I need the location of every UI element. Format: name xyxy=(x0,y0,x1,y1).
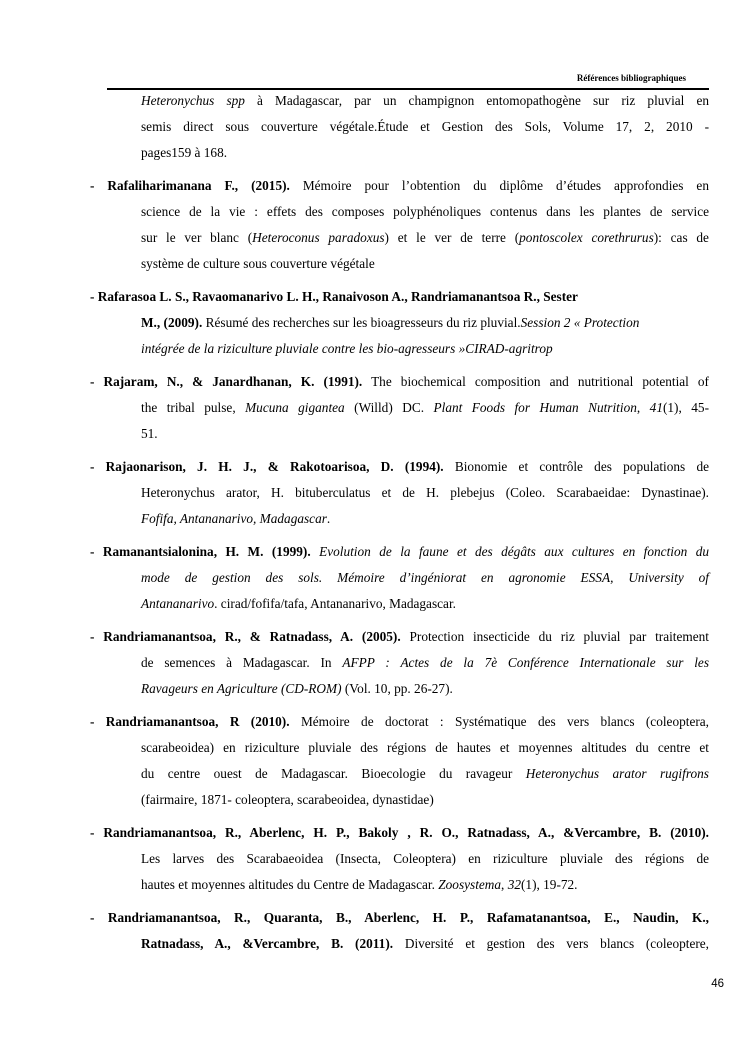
ref-text-run: Les larves des Scarabaeoidea (Insecta, Coleoptera) en riziculture pluviale des régions de xyxy=(141,851,709,866)
ref-text-run: , xyxy=(501,877,508,892)
ref-line xyxy=(141,792,709,808)
page-number: 46 xyxy=(711,978,724,990)
ref-line xyxy=(141,256,709,272)
ref-line xyxy=(141,315,709,331)
ref-text-run: the tribal pulse, xyxy=(141,400,246,415)
ref-text-run: - Rajaram, N., & Janardhanan, K. (1991). xyxy=(90,374,363,389)
ref-line xyxy=(141,485,709,501)
ref-text-run: scarabeoidea) en riziculture pluviale des régions de hautes et moyennes altitudes du centre et xyxy=(141,740,709,755)
ref-text-run: ) et le ver de terre ( xyxy=(384,230,520,245)
ref-text-run: (1), 45- xyxy=(662,400,709,415)
ref-text-run: Fofifa, Antananarivo, Madagascar xyxy=(141,511,327,526)
ref-line xyxy=(90,629,709,645)
ref-text-run: 41 xyxy=(649,400,663,415)
ref-text-run: Diversité et gestion des vers blancs (coleoptere, xyxy=(393,936,710,951)
ref-line xyxy=(141,570,709,586)
ref-line xyxy=(90,178,709,194)
ref-text-run: pontoscolex corethrurus xyxy=(519,230,654,245)
ref-line xyxy=(90,910,709,926)
ref-line xyxy=(90,374,709,390)
ref-text-run: Session 2 « Protection xyxy=(520,315,640,330)
ref-text-run: Zoosystema xyxy=(438,877,502,892)
ref-text-run: mode de gestion des sols. Mémoire d’ingéniorat en agronomie ESSA, University of xyxy=(141,570,709,585)
ref-line xyxy=(90,459,709,475)
ref-text-run: Mémoire de doctorat : Systématique des vers blancs (coleoptera, xyxy=(289,714,710,729)
ref-line xyxy=(141,936,709,952)
ref-text-run: Heteronychus arator rugifrons xyxy=(525,766,709,781)
ref-line xyxy=(141,851,709,867)
ref-text-run: - Rajaonarison, J. H. J., & Rakotoarisoa, D. (1994). xyxy=(90,459,444,474)
ref-line xyxy=(141,426,709,442)
ref-text-run: Mémoire pour l’obtention du diplôme d’études approfondies en xyxy=(289,178,709,193)
ref-line xyxy=(141,93,709,109)
ref-line xyxy=(141,204,709,220)
ref-text-run: Mucuna gigantea xyxy=(245,400,345,415)
ref-text-run: - Rafarasoa L. S., Ravaomanarivo L. H., Ranaivoson A., Randriamanantsoa R., Sester xyxy=(90,289,578,304)
ref-text-run: Evolution de la faune et des dégâts aux cultures en fonction du xyxy=(310,544,709,559)
ref-text-run: - Rafaliharimanana F., (2015). xyxy=(90,178,290,193)
ref-line xyxy=(141,119,709,135)
ref-line xyxy=(141,341,709,357)
ref-text-run: - Randriamanantsoa, R., Quaranta, B., Aberlenc, H. P., Rafamatanantsoa, E., Naudin, K., xyxy=(90,910,709,925)
ref-text-run: (Vol. 10, pp. 26-27). xyxy=(341,681,453,696)
running-header: Références bibliographiques xyxy=(576,73,686,83)
ref-text-run: (fairmaire, 1871- coleoptera, scarabeoidea, dynastidae) xyxy=(141,792,434,807)
ref-text-run: Antananarivo xyxy=(141,596,215,611)
ref-text-run: (Willd) DC. xyxy=(344,400,434,415)
ref-line xyxy=(141,400,709,416)
ref-line xyxy=(90,825,709,841)
ref-text-run: . xyxy=(326,511,331,526)
ref-line xyxy=(141,145,709,161)
ref-text-run: Heteroconus paradoxus xyxy=(252,230,385,245)
ref-text-run: science de la vie : effets des composes polyphénoliques contenus dans les plantes de service xyxy=(141,204,709,219)
ref-text-run: Plant Foods for Human Nutrition xyxy=(433,400,637,415)
ref-line xyxy=(141,655,709,671)
ref-text-run: pages159 à 168. xyxy=(141,145,228,160)
ref-line xyxy=(141,681,709,697)
ref-line xyxy=(90,544,709,560)
ref-text-run: Protection insecticide du riz pluvial par traitement xyxy=(400,629,709,644)
ref-text-run: Heteronychus arator, H. bituberculatus et de H. plebejus (Coleo. Scarabaeidae: Dynastinae). xyxy=(141,485,709,500)
ref-line xyxy=(141,230,709,246)
ref-text-run: Résumé des recherches sur les bioagresseurs du riz pluvial. xyxy=(202,315,521,330)
ref-text-run: système de culture sous couverture végétale xyxy=(141,256,375,271)
ref-text-run: 51. xyxy=(141,426,158,441)
ref-line xyxy=(90,714,709,730)
ref-text-run: intégrée de la riziculture pluviale contre les bio-agresseurs »CIRAD-agritrop xyxy=(141,341,553,356)
ref-text-run: de semences à Madagascar. In xyxy=(141,655,343,670)
ref-text-run: 32 xyxy=(507,877,521,892)
ref-line xyxy=(141,740,709,756)
ref-text-run: du centre ouest de Madagascar. Bioecologie du ravageur xyxy=(141,766,526,781)
ref-text-run: - Ramanantsialonina, H. M. (1999). xyxy=(90,544,311,559)
ref-line xyxy=(90,289,709,305)
ref-text-run: - Randriamanantsoa, R., Aberlenc, H. P., Bakoly , R. O., Ratnadass, A., &Vercambre, B. (2010). xyxy=(90,825,709,840)
ref-line xyxy=(141,766,709,782)
ref-line xyxy=(141,511,709,527)
ref-text-run: hautes et moyennes altitudes du Centre de Madagascar. xyxy=(141,877,439,892)
ref-text-run: Ratnadass, A., &Vercambre, B. (2011). xyxy=(141,936,394,951)
ref-text-run: . cirad/fofifa/tafa, Antananarivo, Madagascar. xyxy=(214,596,456,611)
ref-text-run: Bionomie et contrôle des populations de xyxy=(443,459,709,474)
ref-text-run: Ravageurs en Agriculture (CD-ROM) xyxy=(141,681,342,696)
ref-text-run: Heteronychus spp xyxy=(141,93,245,108)
ref-text-run: sur le ver blanc ( xyxy=(141,230,253,245)
ref-line xyxy=(141,877,709,893)
ref-text-run: - Randriamanantsoa, R (2010). xyxy=(90,714,290,729)
ref-line xyxy=(141,596,709,612)
ref-text-run: , xyxy=(636,400,650,415)
ref-text-run: M., (2009). xyxy=(141,315,203,330)
ref-text-run: (1), 19-72. xyxy=(521,877,578,892)
ref-text-run: The biochemical composition and nutritional potential of xyxy=(362,374,709,389)
header-rule xyxy=(107,88,709,90)
ref-text-run: à Madagascar, par un champignon entomopathogène sur riz pluvial en xyxy=(244,93,709,108)
ref-text-run: AFPP : Actes de la 7è Conférence Internationale sur les xyxy=(342,655,710,670)
ref-text-run: semis direct sous couverture végétale.Étude et Gestion des Sols, Volume 17, 2, 2010 - xyxy=(141,119,709,134)
ref-text-run: - Randriamanantsoa, R., & Ratnadass, A. (2005). xyxy=(90,629,401,644)
ref-text-run: ): cas de xyxy=(653,230,709,245)
